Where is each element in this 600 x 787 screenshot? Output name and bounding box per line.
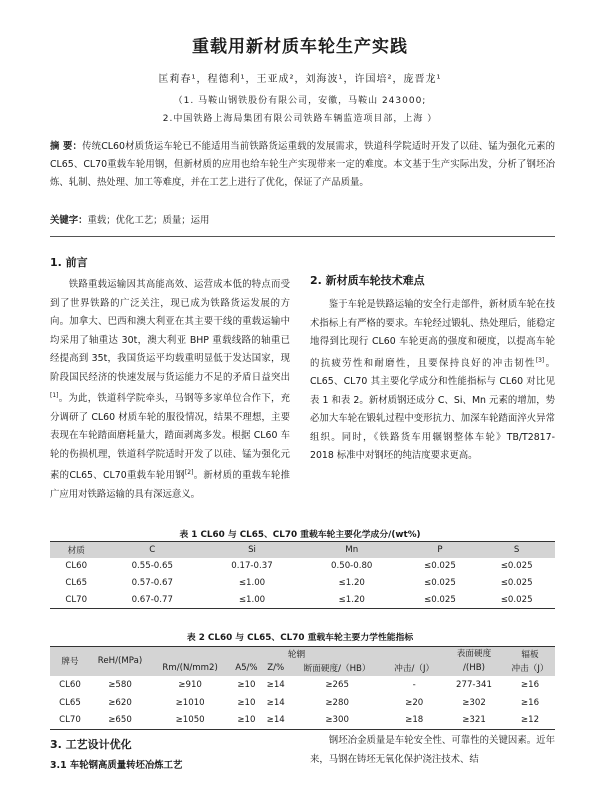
t1-cell: 0.55-0.65 xyxy=(131,561,173,571)
ref-1: [1] xyxy=(50,392,59,399)
s2-text-b: 。CL65、CL70 其主要化学成分和性能指标与 CL60 对比见表 1 和表 2。新材质钢还成分 C、Si、Mn 元素的增加，势必加大车轮在锻轧过程中变形抗力、加深车轮踏面淬火异常组织。同时，《铁路货车用辗钢整体车轮》TB/T2817-2018 标准中对钢坯的纯洁度要求更高。 xyxy=(310,357,555,462)
t1-cell: ≤0.025 xyxy=(424,594,456,605)
t2-header-web: 辐板 xyxy=(505,647,555,661)
ref-3: [3] xyxy=(535,356,545,364)
t2-cell: ≥620 xyxy=(108,697,132,708)
s1-text-a: 铁路重载运输因其高能高效、运营成本低的特点而受到了世界铁路的广泛关注，现已成为铁路货运发展的方向。加拿大、巴西和澳大利亚在其主要干线的重载运输中均采用了轴重达 30t，澳大利亚 BHP 重载线路的轴重已经提高到 35t，我国货运平均载重明显低于发达国家，现阶段国民经济的快速发展与货运能力不足的矛盾日益突出 xyxy=(50,279,290,383)
t2-cell: ≥650 xyxy=(108,715,132,726)
t2-surface-unit: /(HB) xyxy=(463,663,485,674)
t2-cell: ≥12 xyxy=(520,715,540,726)
t1-cell: ≤0.025 xyxy=(500,578,533,588)
table-1 xyxy=(50,541,555,609)
t1-cell: 0.67-0.77 xyxy=(131,594,173,605)
t2-header-reh: ReH/(MPa) xyxy=(90,647,150,676)
t1-cell: ≤0.025 xyxy=(424,561,456,571)
t2-cell: ≥300 xyxy=(325,715,349,726)
author-list: 匡莉春¹，程德利¹，王亚成²，刘海波¹，许国培²，庞晋龙¹ xyxy=(158,74,442,85)
t2-cell: CL60 xyxy=(59,679,81,690)
table-row xyxy=(50,592,555,609)
t2-cell: ≥280 xyxy=(325,697,349,708)
s1-text-c: 。新材质的重载车轮推广应用对铁路运输的具有深远意义。 xyxy=(50,470,290,500)
t2-surface-label: 表面硬度 xyxy=(456,649,492,660)
table-row xyxy=(50,694,555,712)
t1-cell: ≤0.025 xyxy=(424,578,456,588)
paper-title: 重载用新材质车轮生产实践 xyxy=(192,37,408,57)
t2-cell: ≥14 xyxy=(266,679,285,690)
s1-text-b: 。为此，铁道科学院牵头，马钢等多家单位合作下，充分调研了 CL60 材质车轮的服役情况，结果不理想，主要表现在车轮踏面磨耗量大，踏面剥离多发。根据 CL60 车轮的伤损机理，铁道科学院适时开发了以硅、锰为强化元素的CL65、CL70重载车轮用钢 xyxy=(50,393,290,482)
t2-subheader: Z/% xyxy=(263,661,289,676)
t2-subheader: 冲击/（J） xyxy=(385,661,443,676)
t2-cell: ≥18 xyxy=(405,715,424,726)
t1-cell: ≤1.20 xyxy=(338,578,365,588)
t1-header: Mn xyxy=(345,544,359,555)
t2-cell: ≥10 xyxy=(237,715,256,726)
ref-2: [2] xyxy=(184,469,194,477)
t1-cell: 0.57-0.67 xyxy=(131,578,173,588)
t2-cell: CL70 xyxy=(59,715,81,726)
t2-subheader: A5/% xyxy=(230,661,262,676)
table-row xyxy=(50,712,555,730)
affiliation-1: （1. 马鞍山钢铁股份有限公司，安徽，马鞍山 243000; xyxy=(173,96,427,106)
t2-cell: ≥14 xyxy=(266,715,285,726)
t2-cell: ≥16 xyxy=(520,679,540,690)
t1-cell: CL60 xyxy=(65,561,88,571)
t2-cell: ≥20 xyxy=(405,697,424,708)
t2-cell: 277-341 xyxy=(456,679,492,690)
t2-subheader: Rm/(N/mm2) xyxy=(150,661,230,676)
s2-text-a: 鉴于车轮是铁路运输的安全行走部件，新材质车轮在技术指标上有严格的要求。车轮经过锻轧、热处理后，能稳定地得到比现行 CL60 车轮更高的强度和硬度，以提高车轮的抗疲劳性和耐磨性，且要保持良好的冲击韧性 xyxy=(310,299,555,369)
t1-header: 材质 xyxy=(67,545,85,556)
t2-cell: ≥10 xyxy=(237,697,256,708)
t1-header: C xyxy=(149,544,156,555)
t1-cell: ≤0.025 xyxy=(500,594,533,605)
t2-cell: ≥580 xyxy=(108,679,132,690)
section-1-body xyxy=(50,276,290,504)
header-divider xyxy=(50,236,555,237)
t2-cell: ≥321 xyxy=(462,715,486,726)
section-2-heading: 2. 新材质车轮技术难点 xyxy=(310,274,425,287)
t1-cell: CL65 xyxy=(65,578,88,588)
section-1-heading: 1. 前言 xyxy=(50,256,88,269)
t2-cell: ≥302 xyxy=(462,697,486,708)
section-2-body xyxy=(310,296,555,466)
t2-cell: ≥14 xyxy=(266,697,285,708)
affiliation-2: 2.中国铁路上海局集团有限公司铁路车辆监造项目部，上海 ） xyxy=(162,114,438,124)
t1-cell: 0.50-0.80 xyxy=(331,561,373,571)
table-2 xyxy=(50,646,555,730)
keywords xyxy=(50,212,555,226)
t2-header-grade: 牌号 xyxy=(50,647,90,676)
t2-cell: ≥16 xyxy=(520,697,540,708)
table-row xyxy=(50,676,555,694)
keywords-label: 关键字： xyxy=(50,215,88,226)
t1-cell: ≤1.00 xyxy=(238,594,266,605)
t1-cell: ≤1.20 xyxy=(338,594,365,605)
table-2-caption: 表 2 CL60 与 CL65、CL70 重载车轮主要力学性能指标 xyxy=(186,633,414,643)
t1-cell: 0.17-0.37 xyxy=(231,561,273,571)
t2-cell: ≥1010 xyxy=(175,697,205,708)
abstract-text: 传统CL60材质货运车轮已不能适用当前铁路货运重载的发展需求，铁道科学院适时开发了以硅、锰为强化元素的CL65、CL70重载车轮用钢，但新材质的应用也给车轮生产实现带来一定的难度。本文基于生产实际出发，分析了钢坯冶炼、轧制、热处理、加工等难度，并在工艺上进行了优化，保证了产品质量。 xyxy=(50,141,556,188)
t2-cell: ≥10 xyxy=(237,679,256,690)
t1-header: P xyxy=(437,544,443,555)
section-3-1-heading: 3.1 车轮钢高质量转坯冶炼工艺 xyxy=(50,760,183,771)
t2-cell: ≥1050 xyxy=(175,715,205,726)
keywords-text: 重载；优化工艺；质量；运用 xyxy=(87,215,210,226)
s3-right-text: 钢坯冶金质量是车轮安全性、可靠性的关键因素。近年来，马钢在铸坯无氧化保护浇注技术、结 xyxy=(310,735,555,765)
t1-cell: ≤1.00 xyxy=(238,578,266,588)
t2-cell: CL65 xyxy=(59,697,81,708)
t1-header: S xyxy=(513,544,520,555)
t2-cell: ≥910 xyxy=(178,679,202,690)
abstract xyxy=(50,138,555,192)
t2-cell: ≥265 xyxy=(325,679,349,690)
section-3-heading: 3. 工艺设计优化 xyxy=(50,738,132,751)
t2-header-rim: 轮辋 xyxy=(150,647,443,661)
t1-cell: ≤0.025 xyxy=(500,561,533,571)
table-row xyxy=(50,575,555,592)
table-row xyxy=(50,558,555,575)
t2-subheader: 冲击（J） xyxy=(505,661,555,676)
table-1-caption: 表 1 CL60 与 CL65、CL70 重载车轮主要化学成分/(wt%) xyxy=(179,530,421,540)
t2-cell: - xyxy=(412,679,416,690)
section-3-right-body xyxy=(310,732,555,769)
abstract-label: 摘 要： xyxy=(50,141,83,152)
t2-header-surface xyxy=(443,647,505,676)
t1-header: Si xyxy=(248,544,256,555)
t1-cell: CL70 xyxy=(65,594,88,605)
t2-subheader: 断面硬度/（HB） xyxy=(289,661,386,676)
